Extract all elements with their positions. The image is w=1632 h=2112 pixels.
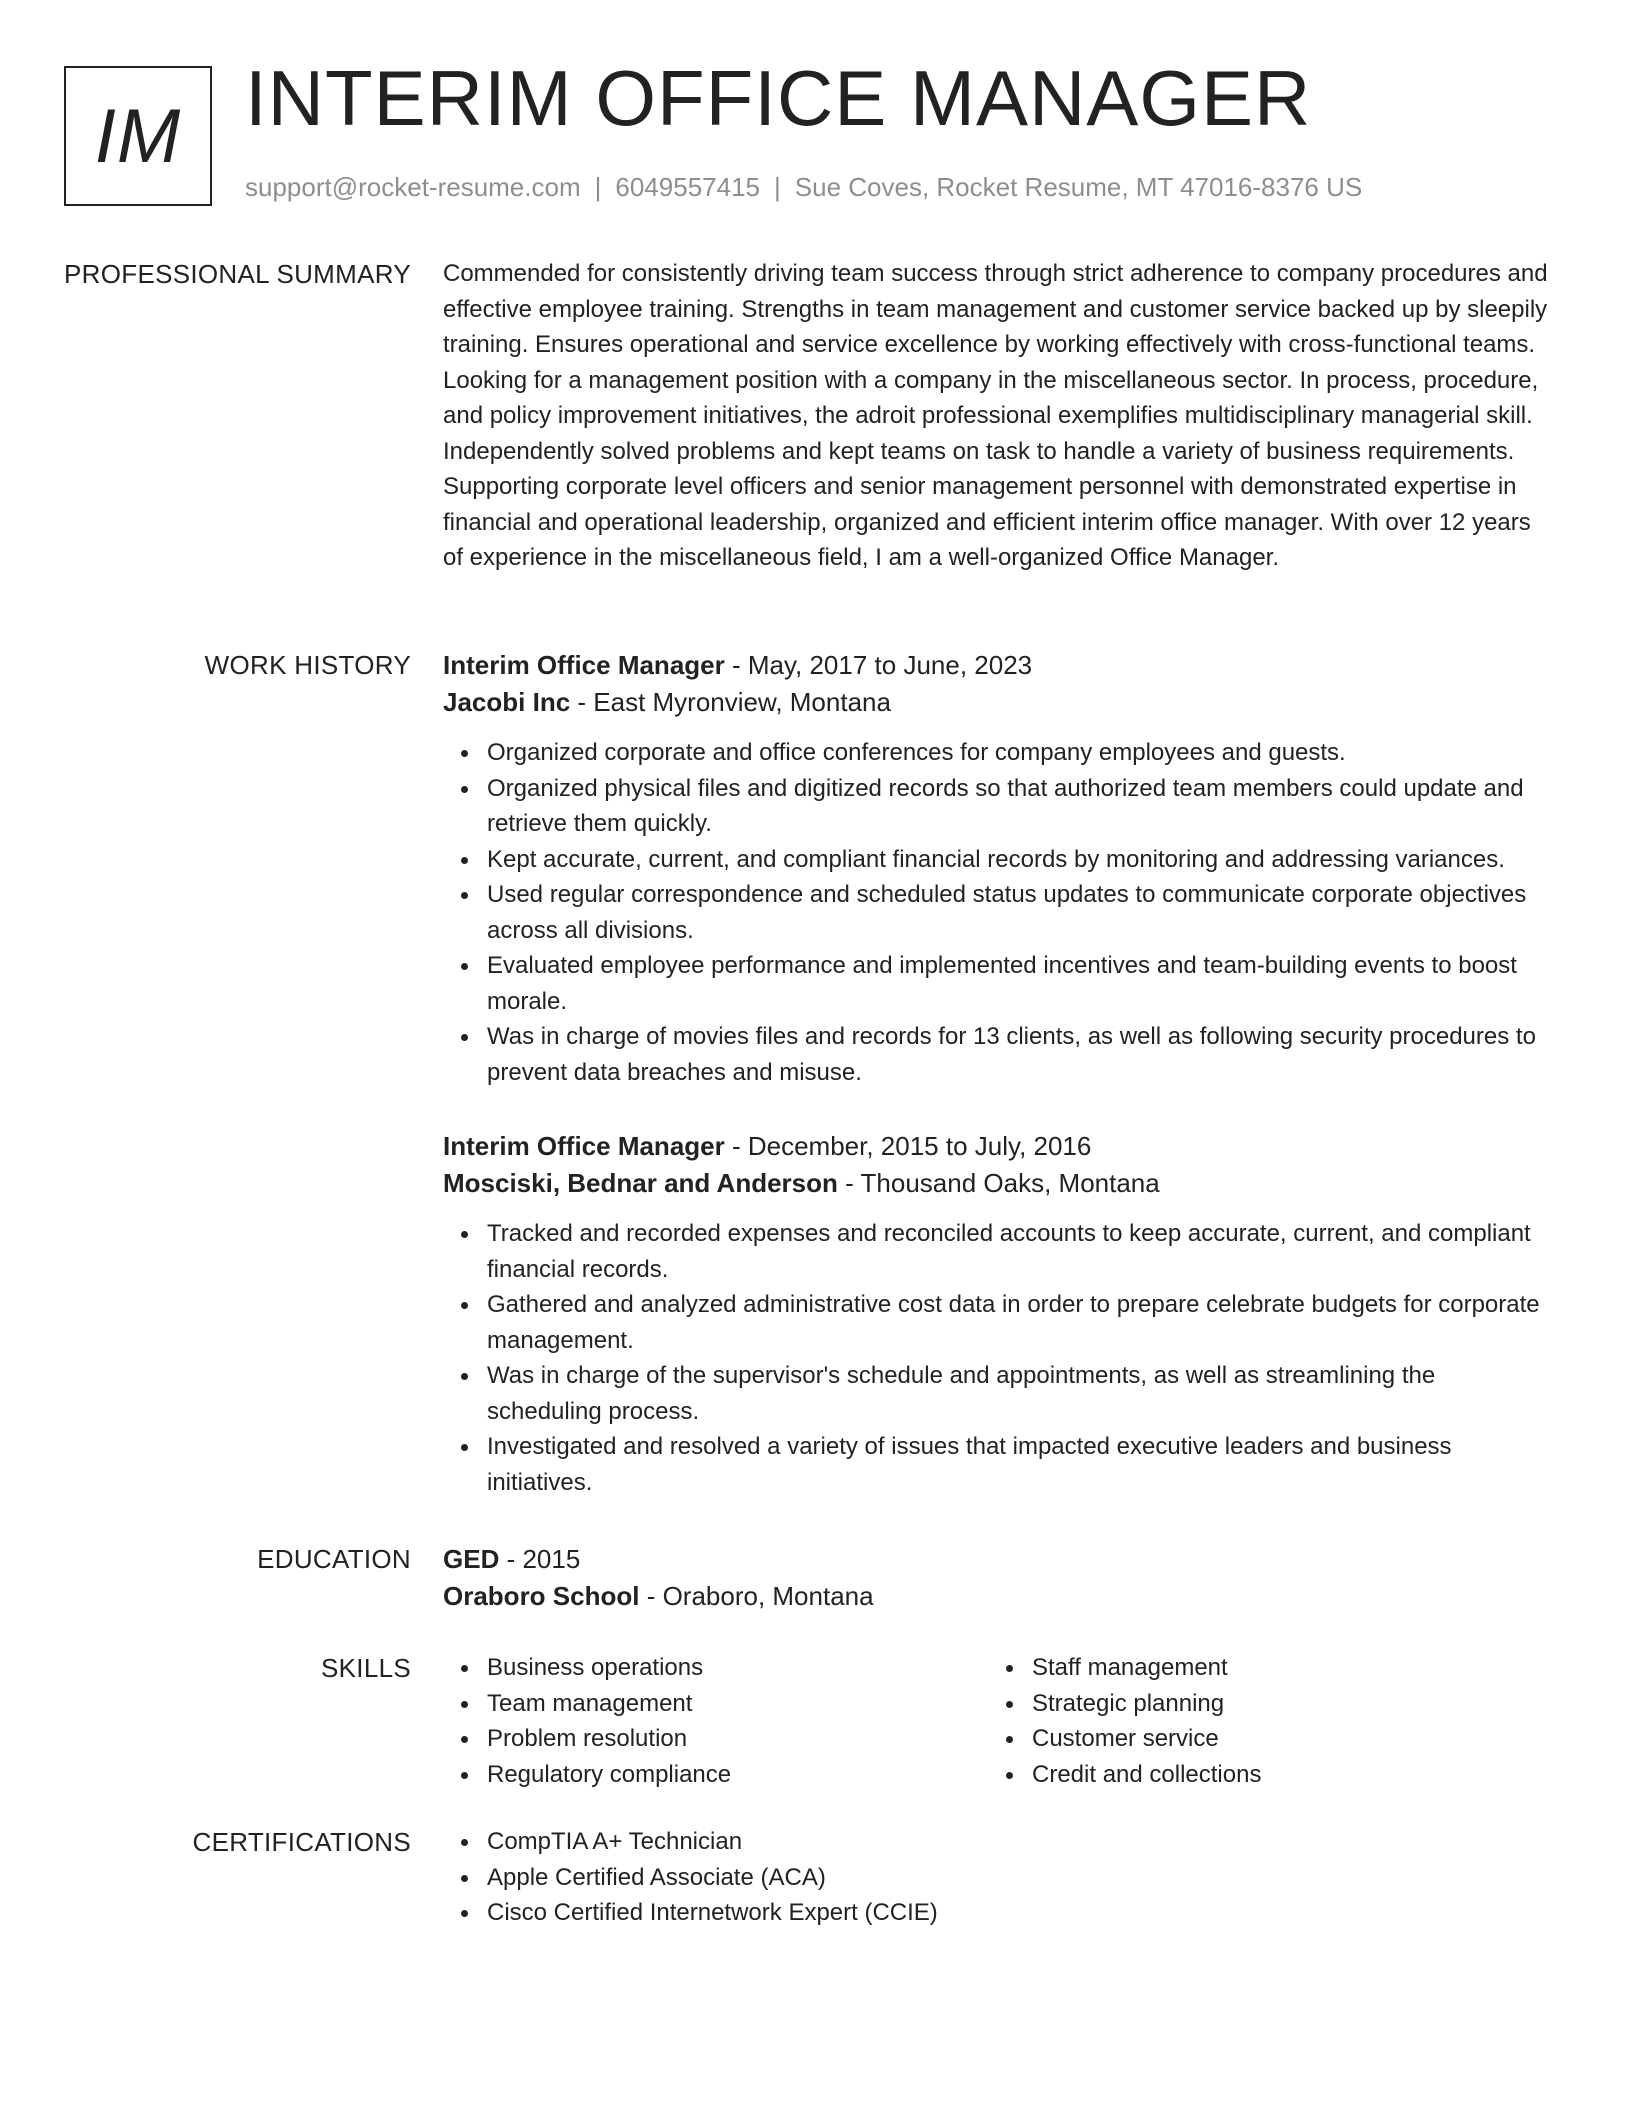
job-bullet: Investigated and resolved a variety of issues that impacted executive leaders and business initiatives.	[487, 1429, 1553, 1500]
job-title-line	[443, 1128, 1553, 1165]
job-location: - East Myronview, Montana	[570, 687, 891, 717]
job-bullet: Evaluated employee performance and implemented incentives and team-building events to boost morale.	[487, 948, 1553, 1019]
summary-body	[443, 256, 1553, 576]
contact-phone[interactable]: 6049557415	[615, 172, 760, 202]
job-entry	[443, 1128, 1553, 1500]
job-bullets	[443, 735, 1553, 1090]
contact-separator: |	[594, 172, 602, 202]
job-bullet: Organized physical files and digitized records so that authorized team members could update and retrieve them quickly.	[487, 771, 1553, 842]
contact-line	[245, 172, 1362, 203]
skill-item: Team management	[487, 1686, 988, 1722]
education-degree-line	[443, 1541, 1553, 1578]
job-bullet: Gathered and analyzed administrative cost data in order to prepare celebrate budgets for corporate management.	[487, 1287, 1553, 1358]
skills-list	[988, 1650, 1533, 1792]
job-bullet: Used regular correspondence and scheduled status updates to communicate corporate objectives across all divisions.	[487, 877, 1553, 948]
section-label-work-history: WORK HISTORY	[204, 650, 411, 680]
job-bullets	[443, 1216, 1553, 1500]
skill-item: Credit and collections	[1032, 1757, 1533, 1793]
skills-list	[443, 1650, 988, 1792]
education-location: - Oraboro, Montana	[639, 1581, 874, 1611]
job-entry	[443, 647, 1553, 1090]
job-location: - Thousand Oaks, Montana	[837, 1168, 1160, 1198]
skill-item: Regulatory compliance	[487, 1757, 988, 1793]
job-bullet: Was in charge of movies files and records for 13 clients, as well as following security procedures to prevent data breaches and misuse.	[487, 1019, 1553, 1090]
certification-item: CompTIA A+ Technician	[487, 1824, 1553, 1860]
education-year: - 2015	[499, 1544, 581, 1574]
job-company-line	[443, 684, 1553, 721]
job-bullet: Kept accurate, current, and compliant financial records by monitoring and addressing variances.	[487, 842, 1553, 878]
skills-column	[443, 1650, 988, 1792]
job-title: Interim Office Manager	[443, 1131, 725, 1161]
certification-item: Apple Certified Associate (ACA)	[487, 1860, 1553, 1896]
job-title: Interim Office Manager	[443, 650, 725, 680]
job-dates: - May, 2017 to June, 2023	[724, 650, 1033, 680]
job-bullet: Was in charge of the supervisor's schedule and appointments, as well as streamlining the scheduling process.	[487, 1358, 1553, 1429]
education-degree: GED	[443, 1544, 500, 1574]
section-label-summary: PROFESSIONAL SUMMARY	[64, 259, 411, 289]
contact-address: Sue Coves, Rocket Resume, MT 47016-8376 US	[794, 172, 1363, 202]
job-company: Jacobi Inc	[443, 687, 571, 717]
certification-item: Cisco Certified Internetwork Expert (CCIE)	[487, 1895, 1553, 1931]
skills-column	[988, 1650, 1533, 1792]
monogram-logo: IM	[64, 66, 212, 206]
skills-body	[443, 1650, 1553, 1792]
skill-item: Problem resolution	[487, 1721, 988, 1757]
section-label-skills: SKILLS	[321, 1653, 411, 1683]
skill-item: Staff management	[1032, 1650, 1533, 1686]
job-company: Mosciski, Bednar and Anderson	[443, 1168, 838, 1198]
section-label-education: EDUCATION	[257, 1544, 411, 1574]
work-history-body	[443, 647, 1553, 1500]
contact-email[interactable]: support@rocket-resume.com	[245, 172, 581, 202]
education-school-line	[443, 1578, 1553, 1615]
job-company-line	[443, 1165, 1553, 1202]
page-title: INTERIM OFFICE MANAGER	[245, 54, 1312, 142]
certifications-body	[443, 1824, 1553, 1931]
certifications-list	[443, 1824, 1553, 1931]
skill-item: Business operations	[487, 1650, 988, 1686]
section-label-certifications: CERTIFICATIONS	[192, 1827, 411, 1857]
job-bullet: Tracked and recorded expenses and reconciled accounts to keep accurate, current, and compliant financial records.	[487, 1216, 1553, 1287]
job-dates: - December, 2015 to July, 2016	[724, 1131, 1092, 1161]
skill-item: Customer service	[1032, 1721, 1533, 1757]
job-bullet: Organized corporate and office conferences for company employees and guests.	[487, 735, 1553, 771]
education-school: Oraboro School	[443, 1581, 640, 1611]
contact-separator: |	[774, 172, 781, 202]
job-title-line	[443, 647, 1553, 684]
education-body	[443, 1541, 1553, 1615]
summary-text: Commended for consistently driving team success through strict adherence to company procedures and effective employee training. Strengths in team management and customer service backed up by sleepily training. Ensures operational and service excellence by working effectively with cross-functional teams. Looking for a management position with a company in the miscellaneous sector. In process, procedure, and policy improvement initiatives, the adroit professional exemplifies multidisciplinary managerial skill. Independently solved problems and kept teams on task to handle a variety of business requirements. Supporting corporate level officers and senior management personnel with demonstrated expertise in financial and operational leadership, organized and efficient interim office manager. With over 12 years of experience in the miscellaneous field, I am a well-organized Office Manager.	[443, 260, 1548, 571]
skill-item: Strategic planning	[1032, 1686, 1533, 1722]
